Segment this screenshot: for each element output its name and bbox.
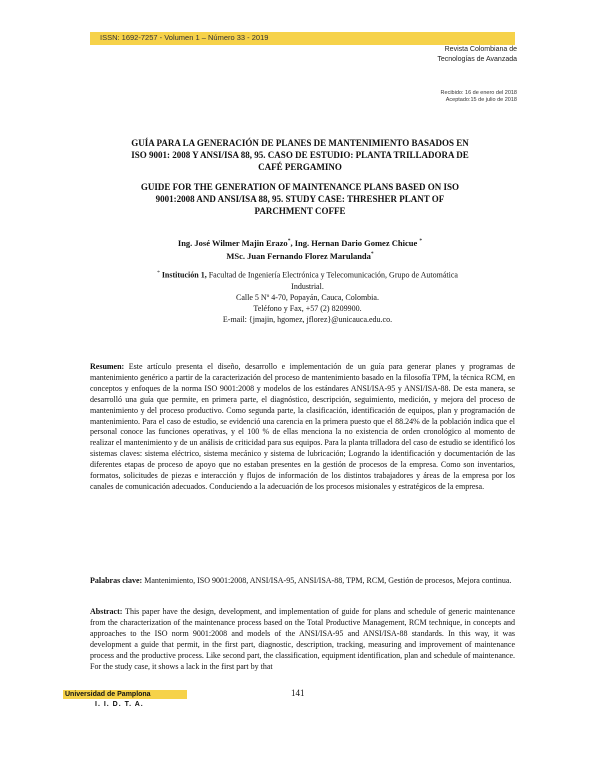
- footer: [63, 690, 213, 708]
- abstract-spanish: [90, 362, 515, 493]
- accepted-date: Aceptado:15 de julio de 2018: [445, 97, 517, 103]
- affiliation-email: E-mail: {jmajin, hgomez, jflorez}@unicauca.edu.co.: [222, 314, 393, 324]
- author-separator: ,: [290, 237, 295, 248]
- keywords: [90, 576, 515, 587]
- submission-dates: [317, 90, 517, 104]
- abstract-spanish-text: Este artículo presenta el diseño, desarrollo e implementación de un guía para generar planes y programas de mantenimiento genérico a partir de la caracterización del proceso de mantenimiento basado en la filosofía TPM, la técnica RCM, en conceptos y enfoques de la norma ISO 9001:2008 y modelos de los estándares ANSI/ISA-95 y ANSI/ISA-88. De esta manera, se desarrolló una guía que permite, en primera parte, el diagnóstico, descripción, seguimiento, medición, y mejora del proceso de mantenimiento y del proceso productivo. Como segunda parte, la clasificación, identificación de equipos, plan y programación de mantenimiento. Para el caso de estudio, se evidenció una carencia en la primera puesto que el 88.24% de la población indica que el personal conoce las funciones operativas, y el 100 % de ellas menciona la no existencia de orden cronológico al momento de realizar el mantenimiento y de un análisis de criticidad para sus equipos. Para la planta trilladora del caso de estudio se identificó los sistemas claves: sistema eléctrico, sistema mecánico y sistema de lubricación; Logrando la identificación y documentación de las diferentes etapas de proceso de apoyo que no estaban presentes en la gestión de procesos de la empresa. Como son inventarios, formatos, solicitudes de piezas e interacción y flujos de información de los distintos trabajadores y áreas de la empresa por los canales de comunicación adecuados. Conduciendo a la adecuación de los procesos misionales y estratégicos de la empresa.: [90, 362, 515, 491]
- header-bar: [90, 32, 515, 45]
- abstract-spanish-label: Resumen:: [90, 362, 125, 371]
- footer-institute: I. I. D. T. A.: [95, 701, 144, 708]
- faculty-text: Facultad de Ingeniería Electrónica y Telecomunicación, Grupo de Automática Industrial.: [206, 270, 458, 291]
- affiliation-mark: *: [157, 270, 160, 276]
- institution-name: Institución 1,: [161, 270, 207, 280]
- author-1-mark: *: [287, 238, 291, 244]
- affiliation-line-1: [140, 268, 475, 292]
- journal-line-2: Tecnologías de Avanzada: [437, 56, 517, 63]
- affiliation: [140, 268, 475, 325]
- issn-line: ISSN: 1692-7257 - Volumen 1 – Número 33 - 2019: [100, 33, 269, 42]
- abstract-english-label: Abstract:: [90, 607, 123, 616]
- author-2-mark: *: [419, 238, 423, 244]
- journal-line-1: Revista Colombiana de: [444, 46, 517, 53]
- page-number: 141: [291, 688, 305, 698]
- keywords-text: Mantenimiento, ISO 9001:2008, ANSI/ISA-95, ANSI/ISA-88, TPM, RCM, Gestión de procesos, Mejora continua.: [142, 576, 512, 585]
- journal-name: [317, 45, 517, 65]
- author-3: MSc. Juan Fernando Florez Marulanda: [226, 251, 371, 262]
- keywords-label: Palabras clave:: [90, 576, 143, 585]
- authors-line-1: [110, 236, 490, 249]
- author-1: Ing. José Wilmer Majin Erazo: [177, 237, 288, 248]
- authors-line-2: [110, 249, 490, 262]
- affiliation-phone: Teléfono y Fax, +57 (2) 8209900.: [253, 303, 362, 313]
- title-spanish: GUÍA PARA LA GENERACIÓN DE PLANES DE MANTENIMIENTO BASADOS EN ISO 9001: 2008 Y ANSI/ISA 88, 95. CASO DE ESTUDIO: PLANTA TRILLADORA DE CAFÉ PERGAMINO: [131, 138, 469, 172]
- abstract-english-text: This paper have the design, development, and implementation of guide for plans and schedule of generic maintenance from the characterization of the maintenance process based on the Total Productive Management, RCM technique, in concepts and approaches to the ISO norm 9001:2008 and models of the ANSI/ISA-95 and ANSI/ISA-88 standards. In this way, it was development a guide that permit, in the first part, diagnostic, description, tracking, measuring and improvement of maintenance process and the productive process. Like second part, the classification, equipment identification, plan and schedule of maintenance. For the study case, it shows a lack in the first part by that: [90, 607, 515, 671]
- authors: [110, 236, 490, 263]
- footer-university: Universidad de Pamplona: [63, 690, 187, 699]
- received-date: Recibido: 16 de enero del 2018: [440, 90, 517, 96]
- author-3-mark: *: [370, 251, 374, 258]
- abstract-english: [90, 607, 515, 672]
- affiliation-address: Calle 5 Nº 4-70, Popayán, Cauca, Colombia.: [236, 292, 379, 302]
- title-english: GUIDE FOR THE GENERATION OF MAINTENANCE PLANS BASED ON ISO 9001:2008 AND ANSI/ISA 88, 95. STUDY CASE: THRESHER PLANT OF PARCHMENT COFFE: [140, 182, 460, 216]
- author-2: Ing. Hernan Dario Gomez Chicue: [294, 237, 418, 248]
